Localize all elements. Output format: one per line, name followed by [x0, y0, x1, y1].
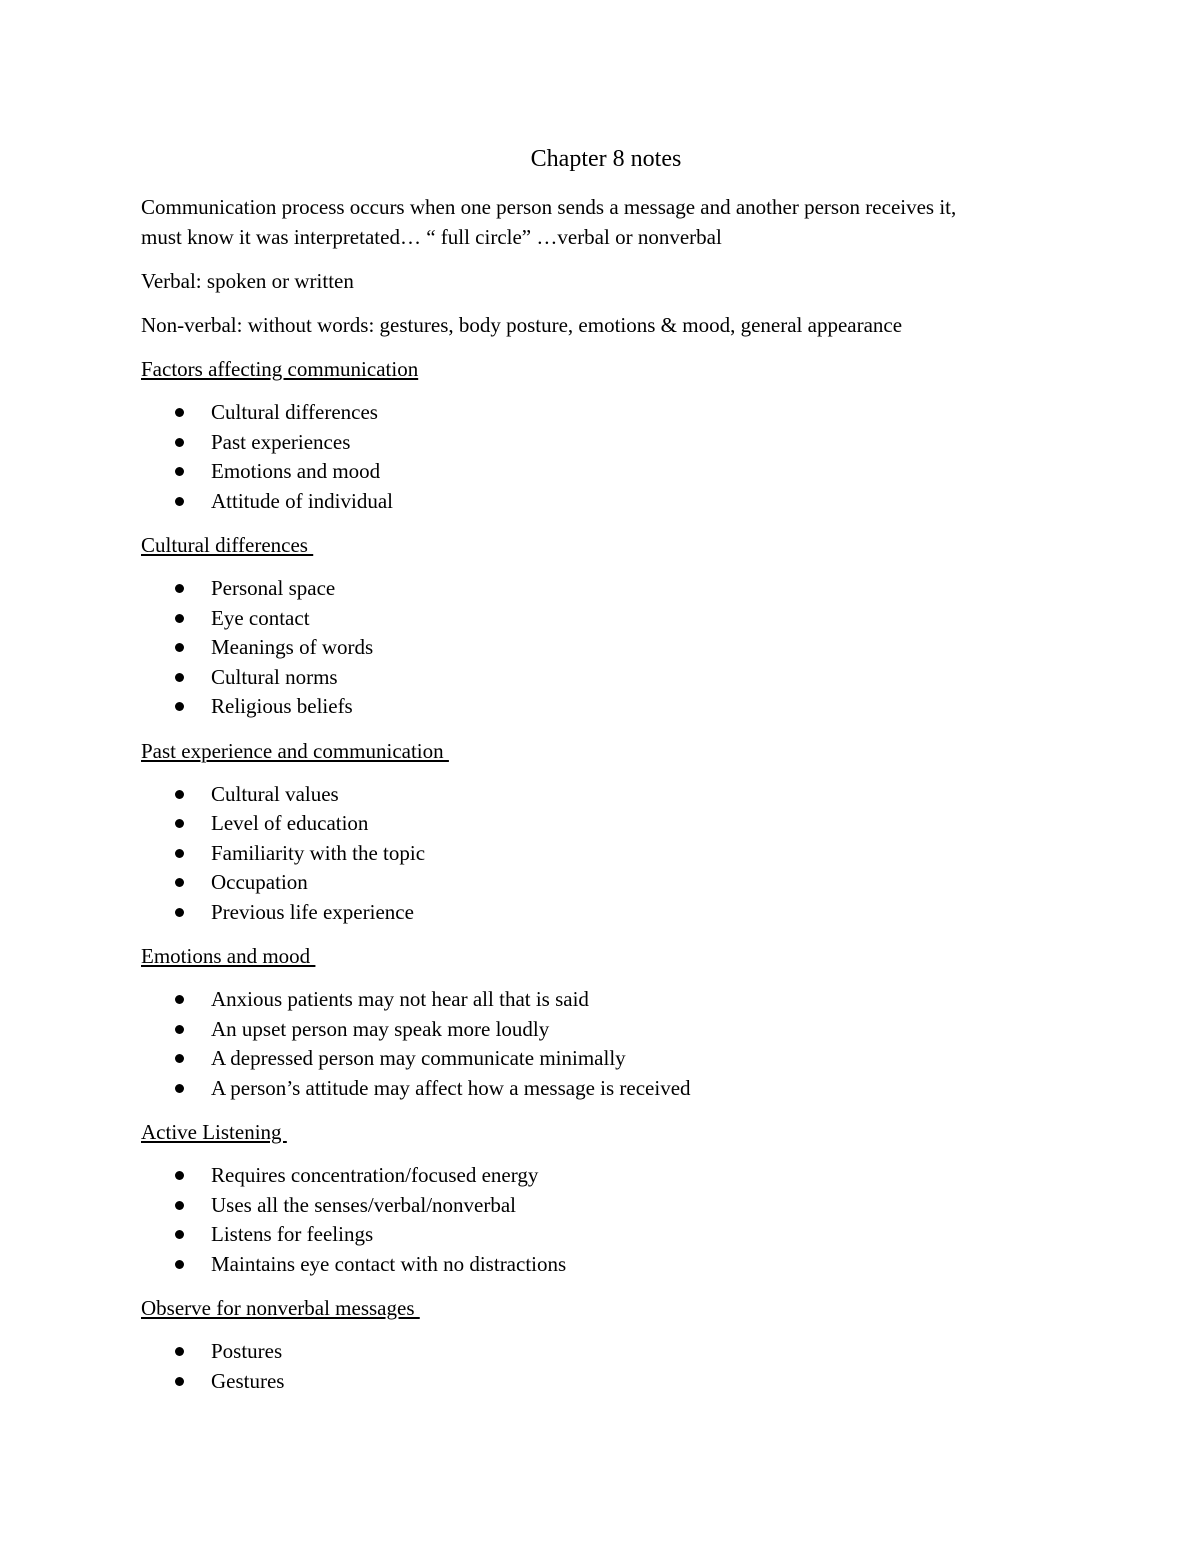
list-item-text: Postures	[211, 1339, 283, 1363]
bullet-icon	[175, 878, 184, 887]
list-item-text: Meanings of words	[211, 635, 374, 659]
list-item	[141, 1367, 1071, 1397]
bullet-icon	[175, 819, 184, 828]
list-item	[141, 809, 1071, 839]
emotions-list	[141, 985, 1071, 1103]
list-item-text: Requires concentration/focused energy	[211, 1163, 539, 1187]
section-heading-factors: Factors affecting communication	[141, 357, 419, 381]
list-item-text: Listens for feelings	[211, 1222, 374, 1246]
list-item-text: Occupation	[211, 870, 308, 894]
section-heading-past-experience: Past experience and communication	[141, 738, 449, 763]
bullet-icon	[175, 790, 184, 799]
list-item	[141, 428, 1071, 458]
list-item	[141, 692, 1071, 722]
list-item	[141, 487, 1071, 517]
intro-line-2: must know it was interpretated… “ full circle” …verbal or nonverbal	[141, 225, 722, 249]
list-item-text: Uses all the senses/verbal/nonverbal	[211, 1192, 516, 1217]
factors-list	[141, 398, 1071, 516]
bullet-icon	[175, 1230, 184, 1239]
bullet-icon	[175, 702, 184, 711]
cultural-list	[141, 574, 1071, 722]
intro-line-1: Communication process occurs when one person sends a message and another person receives it,	[141, 195, 957, 219]
list-item	[141, 1044, 1071, 1074]
list-item-text: Level of education	[211, 811, 369, 835]
list-item	[141, 839, 1071, 869]
intro-paragraph	[141, 192, 1071, 252]
bullet-icon	[175, 908, 184, 917]
list-item	[141, 1337, 1071, 1367]
bullet-icon	[175, 1171, 184, 1180]
list-item	[141, 1250, 1071, 1280]
bullet-icon	[175, 1201, 184, 1210]
bullet-icon	[175, 643, 184, 652]
list-item	[141, 1015, 1071, 1045]
bullet-icon	[175, 1377, 184, 1386]
bullet-icon	[175, 673, 184, 682]
list-item	[141, 1191, 1071, 1221]
list-item-text: Previous life experience	[211, 899, 414, 924]
list-item-text: Cultural norms	[211, 664, 338, 689]
bullet-icon	[175, 1084, 184, 1093]
list-item-text: Attitude of individual	[211, 488, 393, 513]
bullet-icon	[175, 1260, 184, 1269]
list-item	[141, 604, 1071, 634]
list-item-text: Cultural values	[211, 781, 339, 806]
document-title: Chapter 8 notes	[530, 146, 682, 172]
list-item-text: Past experiences	[211, 429, 351, 454]
list-item-text: Maintains eye contact with no distractions	[211, 1251, 567, 1276]
list-item-text: Emotions and mood	[211, 459, 381, 483]
list-item-text: Cultural differences	[211, 400, 378, 424]
list-item-text: Religious beliefs	[211, 694, 353, 718]
list-item-text: Anxious patients may not hear all that is said	[211, 987, 589, 1011]
list-item	[141, 985, 1071, 1015]
list-item-text: Gestures	[211, 1368, 285, 1393]
bullet-icon	[175, 1025, 184, 1034]
list-item-text: An upset person may speak more loudly	[211, 1016, 550, 1041]
bullet-icon	[175, 614, 184, 623]
bullet-icon	[175, 1347, 184, 1356]
nonverbal-definition: Non-verbal: without words: gestures, body posture, emotions & mood, general appearance	[141, 313, 903, 337]
list-item-text: Eye contact	[211, 605, 310, 630]
past-experience-list	[141, 780, 1071, 928]
bullet-icon	[175, 849, 184, 858]
bullet-icon	[175, 995, 184, 1004]
list-item	[141, 663, 1071, 693]
list-item	[141, 574, 1071, 604]
bullet-icon	[175, 497, 184, 506]
verbal-definition: Verbal: spoken or written	[141, 269, 354, 293]
section-heading-emotions: Emotions and mood	[141, 944, 316, 968]
section-heading-nonverbal-messages: Observe for nonverbal messages	[141, 1296, 420, 1320]
list-item-text: Familiarity with the topic	[211, 840, 426, 865]
document-page	[141, 143, 1071, 1410]
list-item	[141, 1161, 1071, 1191]
list-item	[141, 1220, 1071, 1250]
active-listening-list	[141, 1161, 1071, 1279]
list-item	[141, 457, 1071, 487]
list-item-text: Personal space	[211, 576, 336, 600]
list-item	[141, 398, 1071, 428]
list-item	[141, 868, 1071, 898]
list-item	[141, 1074, 1071, 1104]
bullet-icon	[175, 467, 184, 476]
list-item-text: A depressed person may communicate minimally	[211, 1046, 626, 1070]
section-heading-active-listening: Active Listening	[141, 1120, 287, 1144]
bullet-icon	[175, 584, 184, 593]
list-item	[141, 780, 1071, 810]
list-item	[141, 898, 1071, 928]
bullet-icon	[175, 408, 184, 417]
nonverbal-messages-list	[141, 1337, 1071, 1396]
bullet-icon	[175, 438, 184, 447]
section-heading-cultural: Cultural differences	[141, 533, 314, 557]
bullet-icon	[175, 1054, 184, 1063]
list-item	[141, 633, 1071, 663]
list-item-text: A person’s attitude may affect how a message is received	[211, 1075, 691, 1100]
